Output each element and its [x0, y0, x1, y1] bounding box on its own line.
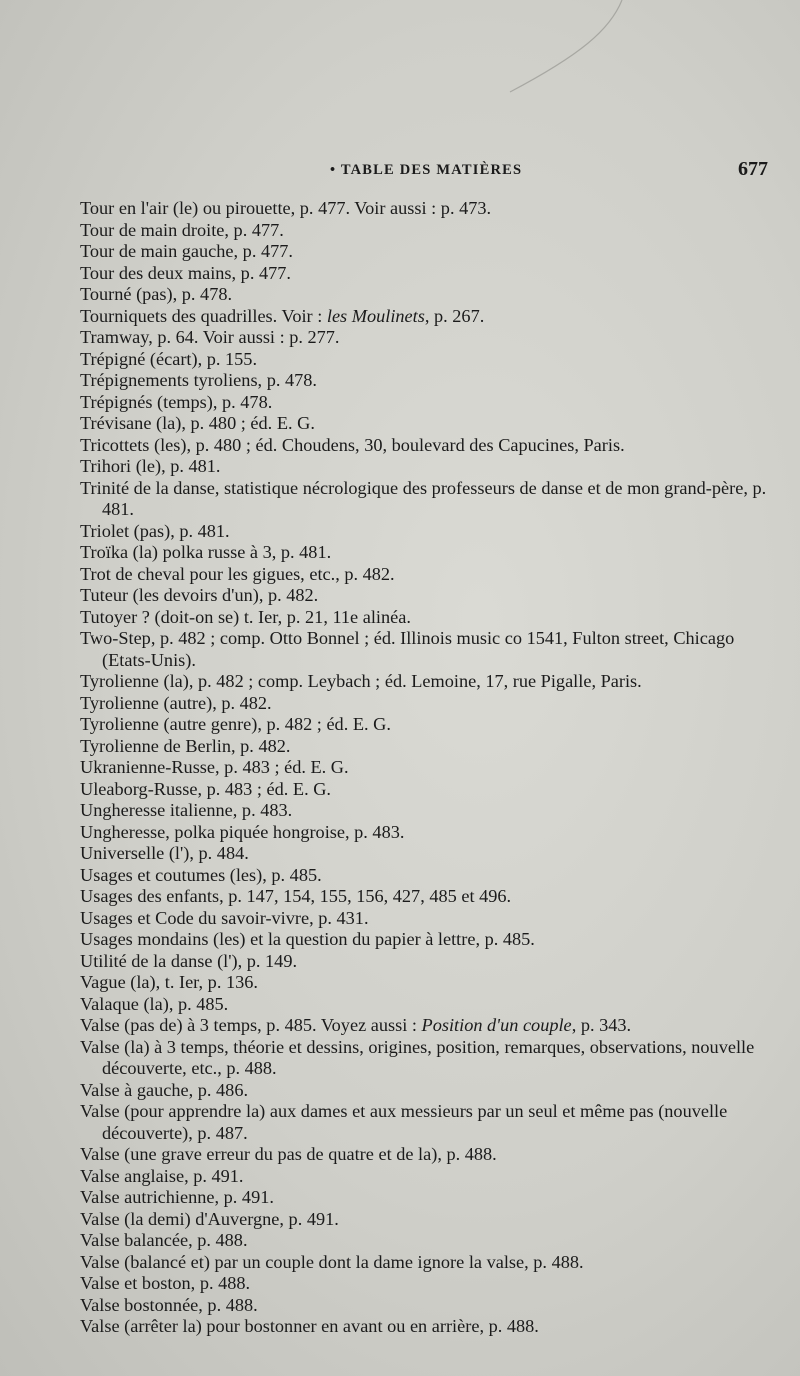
entry-text: Valse (balancé et) par un couple dont la dame ignore la valse, p. 488.	[80, 1251, 584, 1272]
index-entry	[80, 800, 770, 822]
index-entry	[80, 413, 770, 435]
entry-text: Trépigné (écart), p. 155.	[80, 348, 258, 369]
entry-text: Valse autrichienne, p. 491.	[80, 1187, 274, 1207]
index-entry	[80, 951, 770, 973]
index-entry	[80, 349, 770, 371]
page-header	[80, 160, 770, 184]
index-entry	[80, 736, 770, 758]
index-entry	[80, 284, 770, 306]
entry-text: Valse (une grave erreur du pas de quatre et de la), p. 488.	[80, 1144, 497, 1164]
index-entry	[80, 1273, 770, 1295]
entry-text: Tour en l'air (le) ou pirouette, p. 477. Voir aussi : p. 473.	[80, 198, 492, 218]
index-entry	[80, 1187, 770, 1209]
index-entry	[80, 392, 770, 414]
entry-text: Tuteur (les devoirs d'un), p. 482.	[80, 585, 319, 605]
index-entry	[80, 1166, 770, 1188]
index-entry	[80, 564, 770, 586]
entry-text: Valaque (la), p. 485.	[80, 993, 229, 1014]
index-entry	[80, 585, 770, 607]
entry-text: Vague (la), t. Ier, p. 136.	[80, 972, 258, 992]
index-entry	[80, 1037, 770, 1080]
entry-text: Usages et Code du savoir-vivre, p. 431.	[80, 907, 369, 928]
entry-italic-reference: les Moulinets	[326, 305, 425, 326]
entry-text: Tourné (pas), p. 478.	[80, 284, 233, 304]
index-entry	[80, 1252, 770, 1274]
index-entry	[80, 263, 770, 285]
index-entry	[80, 994, 770, 1016]
entry-text: Tyrolienne (autre), p. 482.	[80, 692, 272, 713]
index-entry	[80, 779, 770, 801]
entry-text: Valse (pas de) à 3 temps, p. 485. Voyez aussi :	[80, 1015, 422, 1035]
entry-text: Valse (arrêter la) pour bostonner en avant ou en arrière, p. 488.	[80, 1316, 539, 1336]
entry-text: Valse (la) à 3 temps, théorie et dessins, origines, position, remarques, observations, nouvelle découverte, etc., p. 488.	[80, 1036, 755, 1078]
entry-text: Valse anglaise, p. 491.	[80, 1165, 244, 1186]
index-entry	[80, 671, 770, 693]
entry-text: Tour des deux mains, p. 477.	[80, 262, 291, 283]
index-entry	[80, 972, 770, 994]
entry-text: Ungheresse italienne, p. 483.	[80, 800, 293, 820]
entry-text: Valse à gauche, p. 486.	[80, 1079, 249, 1100]
index-entry	[80, 1015, 770, 1037]
index-entry	[80, 1144, 770, 1166]
entry-text: Usages et coutumes (les), p. 485.	[80, 864, 322, 885]
entry-text: Usages des enfants, p. 147, 154, 155, 156, 427, 485 et 496.	[80, 886, 512, 906]
entry-text: Troïka (la) polka russe à 3, p. 481.	[80, 542, 332, 562]
running-title: • TABLE DES MATIÈRES	[330, 162, 523, 178]
entry-text: Tyrolienne (la), p. 482 ; comp. Leybach ; éd. Lemoine, 17, rue Pigalle, Paris.	[80, 671, 642, 691]
entry-text: Ungheresse, polka piquée hongroise, p. 483.	[80, 821, 405, 842]
entry-text: Utilité de la danse (l'), p. 149.	[80, 950, 298, 971]
index-entry	[80, 886, 770, 908]
index-entry	[80, 478, 770, 521]
page-number: 677	[738, 158, 768, 180]
entry-italic-reference: Position d'un couple	[421, 1015, 572, 1035]
entry-text: Tricottets (les), p. 480 ; éd. Choudens, 30, boulevard des Capucines, Paris.	[80, 434, 625, 455]
entry-text: Valse (la demi) d'Auvergne, p. 491.	[80, 1208, 339, 1229]
entry-text: Trévisane (la), p. 480 ; éd. E. G.	[80, 413, 315, 433]
entry-text: Two-Step, p. 482 ; comp. Otto Bonnel ; éd. Illinois music co 1541, Fulton street, Chicago (Etats-Unis).	[80, 628, 735, 670]
entry-text: Trot de cheval pour les gigues, etc., p. 482.	[80, 563, 395, 584]
index-entry	[80, 198, 770, 220]
entry-text: Tramway, p. 64. Voir aussi : p. 277.	[80, 327, 340, 347]
entry-text: Ukranienne-Russe, p. 483 ; éd. E. G.	[80, 757, 349, 777]
entry-text: Tourniquets des quadrilles. Voir :	[80, 305, 327, 326]
index-entry	[80, 929, 770, 951]
index-entry	[80, 1080, 770, 1102]
entry-text: Valse balancée, p. 488.	[80, 1230, 248, 1250]
entry-text: Universelle (l'), p. 484.	[80, 843, 249, 863]
entry-text: Trépignements tyroliens, p. 478.	[80, 370, 317, 390]
index-entry	[80, 822, 770, 844]
index-entry	[80, 607, 770, 629]
index-entry	[80, 628, 770, 671]
index-entry	[80, 693, 770, 715]
index-entry	[80, 757, 770, 779]
index-entry	[80, 908, 770, 930]
entry-text: Valse bostonnée, p. 488.	[80, 1294, 258, 1315]
index-entry	[80, 714, 770, 736]
entry-text: Tour de main gauche, p. 477.	[80, 241, 293, 261]
index-entry	[80, 1295, 770, 1317]
index-entry	[80, 370, 770, 392]
index-entry	[80, 865, 770, 887]
index-entries	[80, 198, 770, 1338]
index-entry	[80, 521, 770, 543]
entry-text: Trinité de la danse, statistique nécrologique des professeurs de danse et de mon grand-père, p. 481.	[80, 477, 767, 519]
index-entry	[80, 220, 770, 242]
index-entry	[80, 241, 770, 263]
entry-page-ref: , p. 343.	[571, 1015, 632, 1035]
index-entry	[80, 306, 770, 328]
entry-text: Tutoyer ? (doit-on se) t. Ier, p. 21, 11e alinéa.	[80, 606, 411, 627]
entry-text: Trépignés (temps), p. 478.	[80, 391, 273, 412]
index-entry	[80, 435, 770, 457]
index-entry	[80, 843, 770, 865]
entry-page-ref: , p. 267.	[424, 305, 485, 326]
entry-text: Triolet (pas), p. 481.	[80, 520, 230, 541]
index-entry	[80, 1101, 770, 1144]
index-entry	[80, 542, 770, 564]
index-entry	[80, 1209, 770, 1231]
entry-text: Usages mondains (les) et la question du papier à lettre, p. 485.	[80, 929, 535, 949]
entry-text: Tour de main droite, p. 477.	[80, 219, 284, 240]
entry-text: Valse et boston, p. 488.	[80, 1273, 251, 1293]
entry-text: Tyrolienne de Berlin, p. 482.	[80, 735, 291, 756]
entry-text: Valse (pour apprendre la) aux dames et aux messieurs par un seul et même pas (nouvelle découverte), p. 487.	[80, 1101, 728, 1143]
index-entry	[80, 1230, 770, 1252]
paper-crease	[500, 0, 660, 100]
entry-text: Tyrolienne (autre genre), p. 482 ; éd. E. G.	[80, 714, 391, 734]
entry-text: Trihori (le), p. 481.	[80, 456, 221, 476]
index-entry	[80, 456, 770, 478]
entry-text: Uleaborg-Russe, p. 483 ; éd. E. G.	[80, 778, 331, 799]
index-entry	[80, 327, 770, 349]
index-entry	[80, 1316, 770, 1338]
